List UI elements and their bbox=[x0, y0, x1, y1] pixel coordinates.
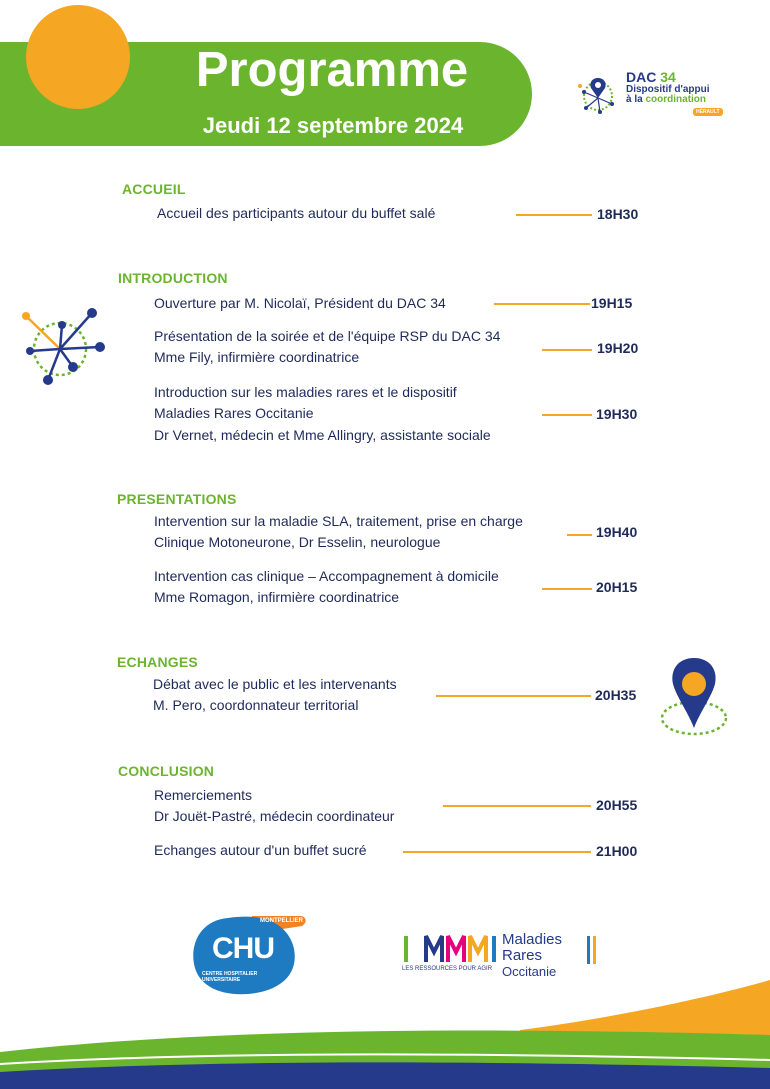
mr-name-1: Maladies bbox=[502, 931, 563, 948]
agenda-item-speaker: Dr Vernet, médecin et Mme Allingry, assistante sociale bbox=[154, 427, 491, 443]
agenda-item-time: 19H40 bbox=[596, 524, 638, 540]
agenda-item-text: Remerciements bbox=[154, 787, 253, 803]
agenda-item-time: 20H15 bbox=[596, 579, 638, 595]
agenda-item-speaker: Mme Romagon, infirmière coordinatrice bbox=[154, 589, 400, 605]
agenda-item-text: Accueil des participants autour du buffet salé bbox=[157, 205, 436, 221]
dac-subtitle-1: Dispositif d'appui bbox=[626, 84, 710, 95]
dac-subtitle-2b: coordination bbox=[645, 94, 707, 105]
chu-subtitle-1: CENTRE HOSPITALIER bbox=[202, 971, 258, 977]
agenda-item-time: 21H00 bbox=[596, 843, 638, 859]
agenda-item-time: 18H30 bbox=[597, 206, 639, 222]
section-title-conclusion: CONCLUSION bbox=[118, 763, 215, 779]
time-leader-line bbox=[436, 695, 591, 697]
network-icon bbox=[18, 305, 110, 387]
agenda-item-time: 20H55 bbox=[596, 797, 638, 813]
mr-tagline: LES RESSOURCES POUR AGIR bbox=[402, 966, 493, 972]
time-leader-line bbox=[567, 534, 592, 536]
agenda-item-text: Introduction sur les maladies rares et le dispositif bbox=[154, 384, 457, 400]
agenda-item-text: Présentation de la soirée et de l'équipe RSP du DAC 34 bbox=[154, 328, 501, 344]
section-title-presentations: PRESENTATIONS bbox=[117, 491, 237, 507]
section-title-introduction: INTRODUCTION bbox=[118, 270, 228, 286]
agenda-item-text: Intervention cas clinique – Accompagnement à domicile bbox=[154, 568, 499, 584]
chu-subtitle-2: UNIVERSITAIRE bbox=[202, 977, 241, 983]
mr-name-2: Rares bbox=[502, 947, 543, 964]
time-leader-line bbox=[443, 805, 591, 807]
agenda-item-speaker: Clinique Motoneurone, Dr Esselin, neurologue bbox=[154, 534, 441, 550]
agenda-item-speaker: M. Pero, coordonnateur territorial bbox=[153, 697, 359, 713]
time-leader-line bbox=[494, 303, 590, 305]
sun-circle bbox=[26, 5, 130, 109]
bottom-waves-decoration bbox=[0, 960, 770, 1089]
agenda-item-time: 19H15 bbox=[591, 295, 633, 311]
time-leader-line bbox=[516, 214, 592, 216]
event-date: Jeudi 12 septembre 2024 bbox=[202, 113, 464, 138]
agenda-item-speaker: Dr Jouët-Pastré, médecin coordinateur bbox=[154, 808, 395, 824]
dac-region-tag: HÉRAULT bbox=[693, 108, 723, 116]
agenda-item-speaker: Mme Fily, infirmière coordinatrice bbox=[154, 349, 360, 365]
agenda-item-text-2: Maladies Rares Occitanie bbox=[154, 405, 314, 421]
time-leader-line bbox=[542, 588, 592, 590]
time-leader-line bbox=[403, 851, 591, 853]
dac34-logo bbox=[576, 70, 736, 122]
agenda-item-time: 19H20 bbox=[597, 340, 639, 356]
agenda-item-time: 20H35 bbox=[595, 687, 637, 703]
chu-wordmark: CHU bbox=[212, 932, 274, 965]
agenda-item-time: 19H30 bbox=[596, 406, 638, 422]
section-title-echanges: ECHANGES bbox=[117, 654, 198, 670]
agenda-item-text: Echanges autour d'un buffet sucré bbox=[154, 842, 367, 858]
dac-name: DAC bbox=[626, 69, 657, 85]
page-title: Programme bbox=[195, 43, 469, 97]
dac-logo-text bbox=[626, 70, 710, 105]
dac-subtitle-2a: à la bbox=[626, 94, 643, 105]
time-leader-line bbox=[542, 349, 592, 351]
time-leader-line bbox=[542, 414, 592, 416]
agenda-item-text: Intervention sur la maladie SLA, traitement, prise en charge bbox=[154, 513, 523, 529]
dac-number: 34 bbox=[660, 69, 676, 85]
dac-network-icon bbox=[576, 70, 624, 118]
agenda-item-text: Débat avec le public et les intervenants bbox=[153, 676, 397, 692]
chu-city: MONTPELLIER bbox=[260, 918, 303, 924]
mr-name-3: Occitanie bbox=[502, 964, 557, 979]
section-title-accueil: ACCUEIL bbox=[122, 181, 186, 197]
agenda-item-text: Ouverture par M. Nicolaï, Président du DAC 34 bbox=[154, 295, 446, 311]
location-pin-icon bbox=[656, 656, 732, 738]
